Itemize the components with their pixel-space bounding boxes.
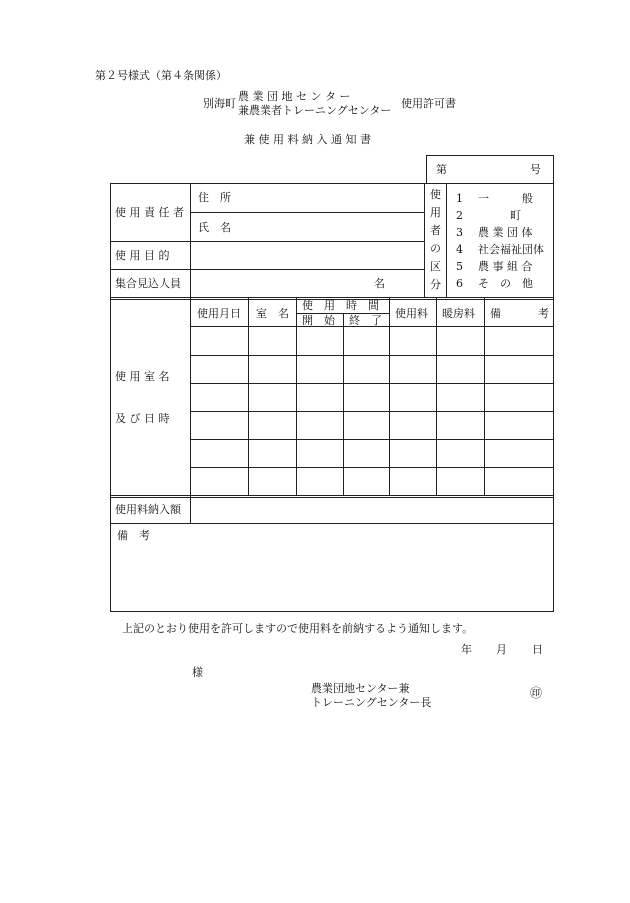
attendees-label: 集合見込人員 — [115, 277, 181, 290]
header-time: 使 用 時 間 — [302, 299, 379, 312]
purpose-label: 使 用 目 的 — [115, 249, 170, 262]
attendees-unit: 名 — [374, 277, 385, 290]
remarks-label: 備 考 — [117, 529, 150, 542]
remarks-box — [110, 523, 554, 612]
category-label-char: 者 — [430, 224, 441, 237]
datetime-label: 及 び 日 時 — [115, 412, 170, 425]
category-num: 3 — [456, 226, 463, 239]
date-year: 年 — [461, 643, 472, 656]
category-item: 一 般 — [478, 192, 533, 205]
category-item: そ の 他 — [478, 277, 533, 290]
responsible-label: 使 用 責 任 者 — [115, 206, 184, 219]
category-num: 1 — [456, 192, 463, 205]
notice-text: 上記のとおり使用を許可しますので使用料を前納するよう通知します。 — [122, 622, 474, 635]
header-heating: 暖房料 — [442, 307, 475, 320]
header-fee: 使用料 — [395, 307, 428, 320]
issuer-line1: 農業団地センター兼 — [311, 682, 410, 695]
category-num: 5 — [456, 260, 463, 273]
page-subtitle: 兼 使 用 料 納 入 通 知 書 — [244, 133, 371, 146]
category-num: 6 — [456, 277, 463, 290]
category-label-char: 使 — [430, 188, 441, 201]
header-start: 開 始 — [302, 314, 335, 327]
date-day: 日 — [532, 643, 543, 656]
title-line1: 農 業 団 地 セ ン タ ー — [238, 90, 351, 103]
title-prefix: 別海町 — [203, 97, 236, 110]
category-num: 2 — [456, 209, 463, 222]
header-remarks-r: 考 — [538, 307, 549, 320]
form-number: 第２号様式（第４条関係） — [95, 69, 227, 82]
category-item: 町 — [510, 209, 521, 222]
name-label: 氏 名 — [198, 221, 231, 234]
addressee-sama: 様 — [192, 666, 203, 679]
header-date: 使用月日 — [197, 307, 241, 320]
issuer-line2: トレーニングセンター長 — [311, 696, 432, 709]
number-unit: 号 — [530, 163, 541, 176]
category-num: 4 — [456, 243, 463, 256]
number-label: 第 — [436, 163, 447, 176]
category-label-char: 用 — [430, 206, 441, 219]
date-month: 月 — [496, 643, 507, 656]
category-item: 農 事 組 合 — [478, 260, 533, 273]
category-item: 農 業 団 体 — [478, 226, 533, 239]
category-item: 社会福祉団体 — [478, 243, 544, 256]
header-remarks-l: 備 — [490, 307, 501, 320]
title-line2: 兼農業者トレーニングセンター — [238, 104, 392, 117]
address-label: 住 所 — [198, 191, 231, 204]
seal-mark: ㊞ — [530, 686, 543, 700]
fee-paid-label: 使用料納入額 — [115, 503, 181, 516]
category-label-char: の — [430, 242, 441, 255]
header-end: 終 了 — [349, 314, 382, 327]
category-label-char: 区 — [430, 260, 441, 273]
title-suffix: 使用許可書 — [401, 97, 456, 110]
room-label: 使 用 室 名 — [115, 370, 170, 383]
header-room: 室 名 — [256, 307, 289, 320]
category-label-char: 分 — [430, 278, 441, 291]
